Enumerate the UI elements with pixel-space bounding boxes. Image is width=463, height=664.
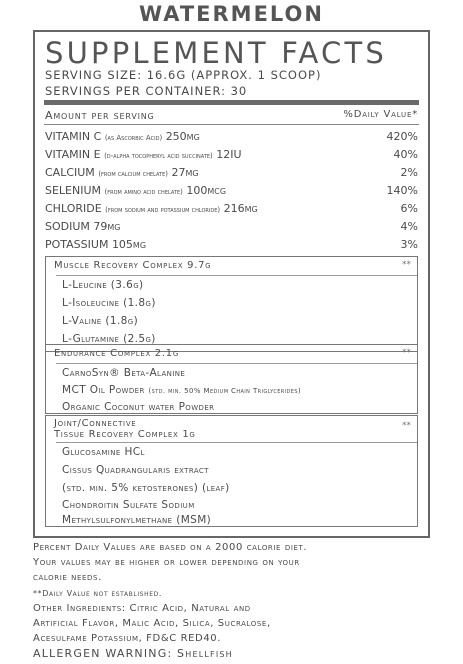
nutrient-source: (as Ascorbic Acid) <box>104 134 163 142</box>
blend-title: Muscle Recovery Complex 9.7g <box>54 260 212 271</box>
nutrient-name: SELENIUM <box>45 184 102 197</box>
endurance-blend <box>45 344 418 414</box>
blend-item: L-Valine (1.8g) <box>62 315 139 327</box>
nutrient-row <box>45 148 418 161</box>
nutrient-pct: 420% <box>386 130 418 143</box>
blend-star: ** <box>402 348 411 358</box>
nutrient-name: VITAMIN C <box>45 130 102 143</box>
nutrient-name: POTASSIUM <box>45 238 109 251</box>
divider <box>56 275 417 276</box>
nutrient-pct: 6% <box>400 202 418 215</box>
nutrient-name: VITAMIN E <box>45 148 101 161</box>
nutrient-name: CALCIUM <box>45 166 95 179</box>
blend-title <box>54 418 196 440</box>
nutrient-pct: 3% <box>400 238 418 251</box>
blend-star: ** <box>402 421 411 431</box>
blend-item: Chondroitin Sulfate Sodium <box>62 499 195 511</box>
dv-note-line: Percent Daily Values are based on a 2000 calorie diet. <box>33 542 308 553</box>
blend-item: L-Isoleucine (1.8g) <box>62 297 156 309</box>
blend-item: L-Glutamine (2.5g) <box>62 333 156 345</box>
servings-per-container: SERVINGS PER CONTAINER: 30 <box>45 84 248 98</box>
blend-item: Methylsulfonylmethane (MSM) <box>62 514 212 526</box>
blend-item: Cissus Quadrangularis extract <box>62 464 209 476</box>
nutrient-pct: 2% <box>400 166 418 179</box>
dv-note-line: Your values may be higher or lower depending on your <box>33 557 300 568</box>
nutrient-row <box>45 166 418 179</box>
blend-item: Glucosamine HCl <box>62 446 145 458</box>
footer-notes <box>33 540 443 661</box>
allergen-warning: ALLERGEN WARNING: Shellfish <box>33 647 233 660</box>
supplement-facts-panel <box>33 30 430 538</box>
nutrient-name: CHLORIDE <box>45 202 102 215</box>
blend-title: Endurance Complex 2.1g <box>54 348 179 359</box>
panel-title: SUPPLEMENT FACTS <box>45 36 387 70</box>
blend-item: CarnoSyn® Beta-Alanine <box>62 367 186 379</box>
nutrient-source: (from amino acid chelate) <box>104 188 183 196</box>
thick-divider <box>44 100 419 105</box>
nutrient-row <box>45 202 418 215</box>
other-ingredients-line: Artificial Flavor, Malic Acid, Silica, Sucralose, <box>33 618 271 629</box>
muscle-recovery-blend <box>45 256 418 352</box>
nutrient-amount: 100mcg <box>186 184 227 197</box>
nutrient-pct: 40% <box>393 148 418 161</box>
divider <box>56 363 417 364</box>
nutrient-pct: 4% <box>400 220 418 233</box>
nutrient-row <box>45 130 418 143</box>
nutrient-amount: 27mg <box>171 166 199 179</box>
not-established-note: **Daily Value not established. <box>33 589 162 598</box>
other-ingredients <box>33 601 443 646</box>
mct-oil-note: (std. min. 50% Medium Chain Triglycerides) <box>148 387 302 395</box>
blend-title-line2: Tissue Recovery Complex 1g <box>54 429 196 440</box>
blend-item: L-Leucine (3.6g) <box>62 279 144 291</box>
nutrient-source: (d-alpha tocopheryl acid succinate) <box>104 152 213 160</box>
blend-star: ** <box>402 260 411 270</box>
nutrient-row <box>45 184 418 197</box>
blend-item: (std. min. 5% ketosterones) (leaf) <box>62 482 230 494</box>
blend-item <box>62 384 301 396</box>
nutrient-pct: 140% <box>386 184 418 197</box>
nutrient-name: SODIUM <box>45 220 90 233</box>
mct-oil-label: MCT Oil Powder <box>62 384 145 396</box>
nutrient-amount: 216mg <box>223 202 258 215</box>
nutrient-amount: 250mg <box>165 130 200 143</box>
joint-recovery-blend <box>45 415 418 527</box>
flavor-title: WATERMELON <box>139 2 324 26</box>
divider <box>44 124 419 125</box>
nutrient-row <box>45 238 418 251</box>
other-ingredients-line: Acesulfame Potassium, FD&C RED40. <box>33 633 222 644</box>
nutrient-amount: 79mg <box>93 220 121 233</box>
nutrient-amount: 105mg <box>111 238 147 251</box>
divider <box>56 442 417 443</box>
serving-size: SERVING SIZE: 16.6G (APPROX. 1 SCOOP) <box>45 68 322 82</box>
nutrient-amount: 12IU <box>216 148 242 161</box>
dv-note-line: calorie needs. <box>33 572 102 583</box>
nutrient-source: (from calcium chelate) <box>98 170 169 178</box>
amount-header <box>45 109 418 122</box>
nutrient-source: (from sodium and potassium chloride) <box>105 206 221 214</box>
amount-per-serving-label: Amount per serving <box>45 109 155 122</box>
blend-item: Organic Coconut water Powder <box>62 401 215 413</box>
blend-title-line1: Joint/Connective <box>54 418 137 429</box>
nutrient-row <box>45 220 418 233</box>
daily-value-label: %Daily Value* <box>343 109 418 120</box>
other-ingredients-line: Other Ingredients: Citric Acid, Natural and <box>33 603 251 614</box>
